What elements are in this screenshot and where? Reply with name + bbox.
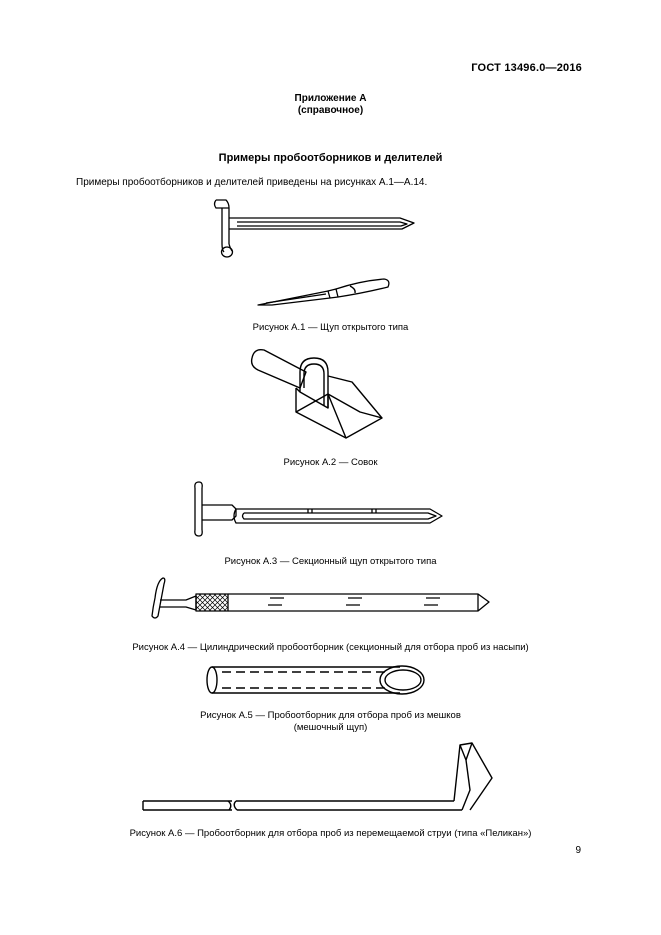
page-number: 9 <box>575 845 581 856</box>
figure-caption: Рисунок А.3 — Секционный щуп открытого типа <box>224 556 437 567</box>
figure-a3-sectional-probe-illustration <box>185 478 445 538</box>
figure-a6-pelican-sampler-illustration <box>138 740 498 815</box>
figure-caption: Рисунок А.5 — Пробоотборник для отбора проб из мешков <box>200 710 461 721</box>
intro-paragraph: Примеры пробоотборников и делителей приведены на рисунках А.1—А.14. <box>76 177 428 188</box>
figure-a1-knife-illustration <box>254 273 394 313</box>
figure-a1-probe-illustration <box>210 195 410 265</box>
figure-caption: Рисунок А.4 — Цилиндрический пробоотборник (секционный для отбора проб из насыпи) <box>132 642 529 653</box>
appendix-subtitle: (справочное) <box>297 105 364 116</box>
appendix-title: Приложение А <box>294 93 367 104</box>
figure-caption: Рисунок А.6 — Пробоотборник для отбора проб из перемещаемой струи (типа «Пеликан») <box>129 828 532 839</box>
document-code: ГОСТ 13496.0—2016 <box>471 62 582 74</box>
figure-a2-scoop-illustration <box>245 342 405 442</box>
figure-a4-cylindrical-sampler-illustration <box>148 575 508 625</box>
section-heading: Примеры пробоотборников и делителей <box>218 152 443 164</box>
figure-a5-sack-sampler-illustration <box>200 660 440 702</box>
figure-caption: Рисунок А.2 — Совок <box>283 457 378 468</box>
figure-caption: Рисунок А.1 — Щуп открытого типа <box>252 322 409 333</box>
figure-caption-continuation: (мешочный щуп) <box>293 722 368 733</box>
